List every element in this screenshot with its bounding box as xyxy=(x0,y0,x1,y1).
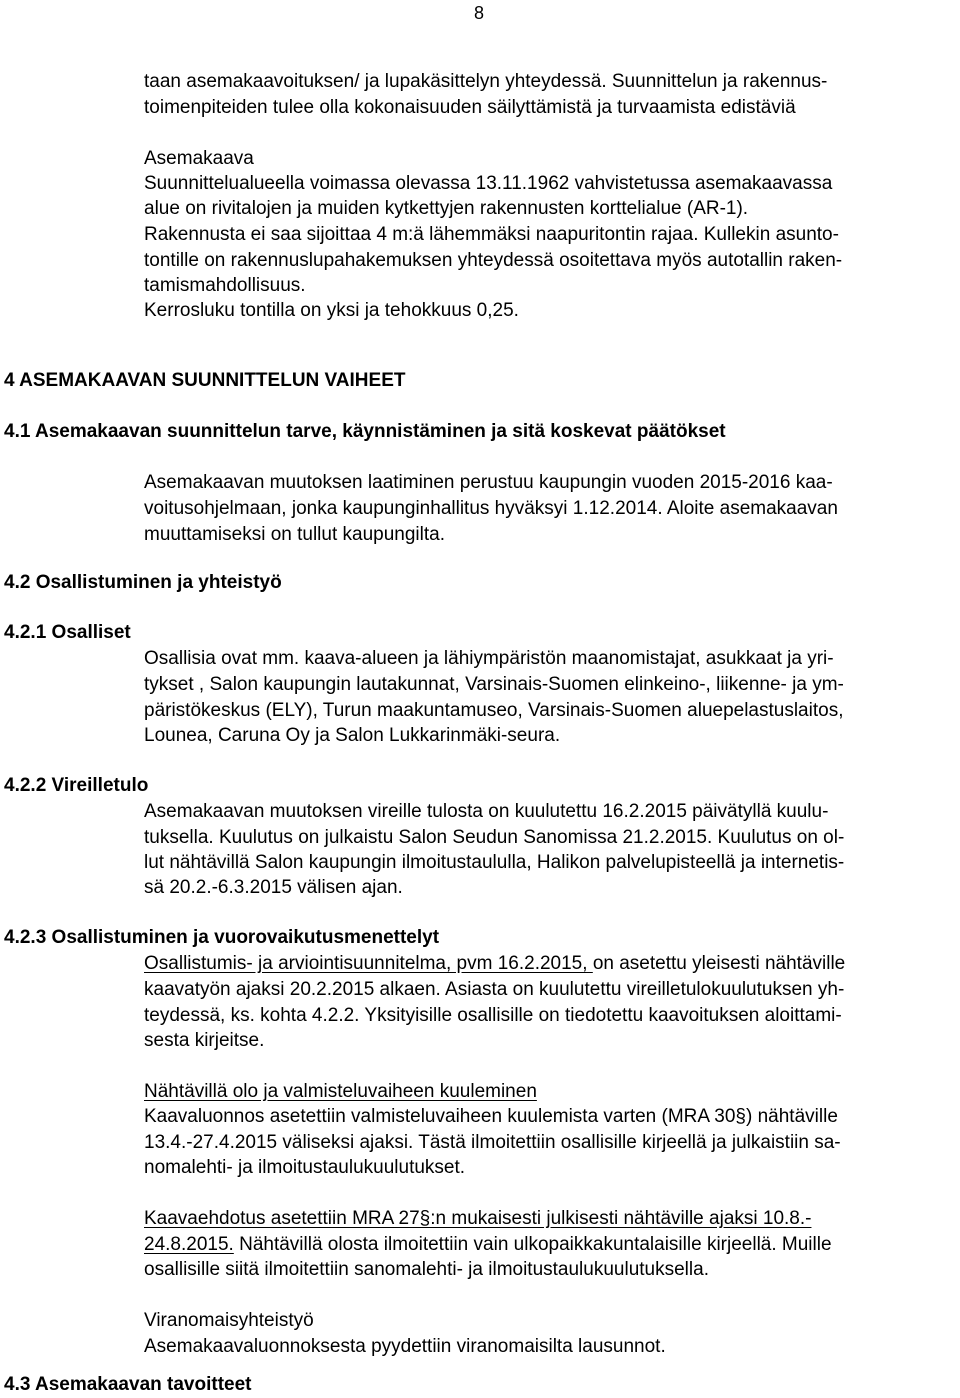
text-line: taan asemakaavoituksen/ ja lupakäsittelyn yhteydessä. Suunnittelun ja rakennus- xyxy=(144,71,828,92)
text-line: Asemakaavan muutoksen vireille tulosta on kuulutettu 16.2.2015 päivätyllä kuulu- xyxy=(144,801,829,822)
text-line xyxy=(144,1232,832,1258)
text-line: Rakennusta ei saa sijoittaa 4 m:ä lähemmäksi naapuritontin rajaa. Kullekin asunto- xyxy=(144,224,839,245)
text-line: teydessä, ks. kohta 4.2.2. Yksityisille osallisille on tiedotettu kaavoituksen aloittami- xyxy=(144,1005,842,1026)
text-line: toimenpiteiden tulee olla kokonaisuuden säilyttämistä ja turvaamista edistäviä xyxy=(144,97,796,118)
section-4-2-2-heading: 4.2.2 Vireilletulo xyxy=(4,775,149,796)
text-line: voitusohjelmaan, jonka kaupunginhallitus hyväksyi 1.12.2014. Aloite asemakaavan xyxy=(144,498,838,519)
text-line: Kaavaluonnos asetettiin valmisteluvaiheen kuulemista varten (MRA 30§) nähtäville xyxy=(144,1106,838,1127)
text-line: sesta kirjeitse. xyxy=(144,1030,265,1051)
text-line: Kerrosluku tontilla on yksi ja tehokkuus 0,25. xyxy=(144,300,519,321)
text-line: nomalehti- ja ilmoitustaulukuulutukset. xyxy=(144,1157,466,1178)
text-line: Asemakaavan muutoksen laatiminen perustuu kaupungin vuoden 2015-2016 kaa- xyxy=(144,472,833,493)
text-span: on asetettu yleisesti nähtäville xyxy=(592,953,846,974)
section-4-heading: 4 ASEMAKAAVAN SUUNNITTELUN VAIHEET xyxy=(4,370,406,391)
section-4-2-heading: 4.2 Osallistuminen ja yhteistyö xyxy=(4,572,282,593)
page-number: 8 xyxy=(474,3,485,23)
text-line: tontille on rakennuslupahakemuksen yhteydessä osoitettava myös autotallin raken- xyxy=(144,250,843,271)
valmistelu-heading: Nähtävillä olo ja valmisteluvaiheen kuuleminen xyxy=(144,1081,537,1102)
text-line: Suunnittelualueella voimassa olevassa 13.11.1962 vahvistetussa asemakaavassa xyxy=(144,173,833,194)
text-line: 13.4.-27.4.2015 väliseksi ajaksi. Tästä ilmoitettiin osallisille kirjeellä ja julkaistiin sa- xyxy=(144,1132,841,1153)
text-line: Lounea, Caruna Oy ja Salon Lukkarinmäki-seura. xyxy=(144,725,561,746)
text-line: tykset , Salon kaupungin lautakunnat, Varsinais-Suomen elinkeino-, liikenne- ja ym- xyxy=(144,674,844,695)
text-line: Asemakaavaluonnoksesta pyydettiin viranomaisilta lausunnot. xyxy=(144,1336,666,1357)
oas-link-text: Osallistumis- ja arviointisuunnitelma, pvm 16.2.2015, xyxy=(144,953,593,974)
text-line xyxy=(144,951,845,977)
section-4-3-heading: 4.3 Asemakaavan tavoitteet xyxy=(4,1374,252,1395)
ehdotus-heading: Kaavaehdotus asetettiin MRA 27§:n mukaisesti julkisesti nähtäville ajaksi 10.8.- xyxy=(144,1208,812,1229)
text-line: muuttamiseksi on tullut kaupungilta. xyxy=(144,524,445,545)
subheading-asemakaava: Asemakaava xyxy=(144,148,254,169)
text-line: lut nähtävillä Salon kaupungin ilmoitustaululla, Halikon palvelupisteellä ja internetis- xyxy=(144,852,845,873)
section-4-2-1-heading: 4.2.1 Osalliset xyxy=(4,622,131,643)
text-line: tuksella. Kuulutus on julkaistu Salon Seudun Sanomissa 21.2.2015. Kuulutus on ol- xyxy=(144,827,845,848)
viranomais-heading: Viranomaisyhteistyö xyxy=(144,1310,314,1331)
text-line: Osallisia ovat mm. kaava-alueen ja lähiympäristön maanomistajat, asukkaat ja yri- xyxy=(144,648,834,669)
text-line: sä 20.2.-6.3.2015 välisen ajan. xyxy=(144,877,403,898)
text-line: osallisille siitä ilmoitettiin sanomalehti- ja ilmoitustaulukuulutuksella. xyxy=(144,1259,709,1280)
section-4-2-3-heading: 4.2.3 Osallistuminen ja vuorovaikutusmenettelyt xyxy=(4,927,440,948)
text-line: alue on rivitalojen ja muiden kytkettyjen rakennusten korttelialue (AR-1). xyxy=(144,198,749,219)
text-line: tamismahdollisuus. xyxy=(144,275,306,296)
text-span: Nähtävillä olosta ilmoitettiin vain ulkopaikkakuntalaisille kirjeellä. Muille xyxy=(233,1234,832,1255)
ehdotus-date: 24.8.2015. xyxy=(144,1234,234,1255)
text-line: kaavatyön ajaksi 20.2.2015 alkaen. Asiasta on kuulutettu vireilletulokuulutuksen yh- xyxy=(144,979,845,1000)
section-4-1-heading: 4.1 Asemakaavan suunnittelun tarve, käynnistäminen ja sitä koskevat päätökset xyxy=(4,421,726,442)
text-line: päristökeskus (ELY), Turun maakuntamuseo, Varsinais-Suomen aluepelastuslaitos, xyxy=(144,700,844,721)
